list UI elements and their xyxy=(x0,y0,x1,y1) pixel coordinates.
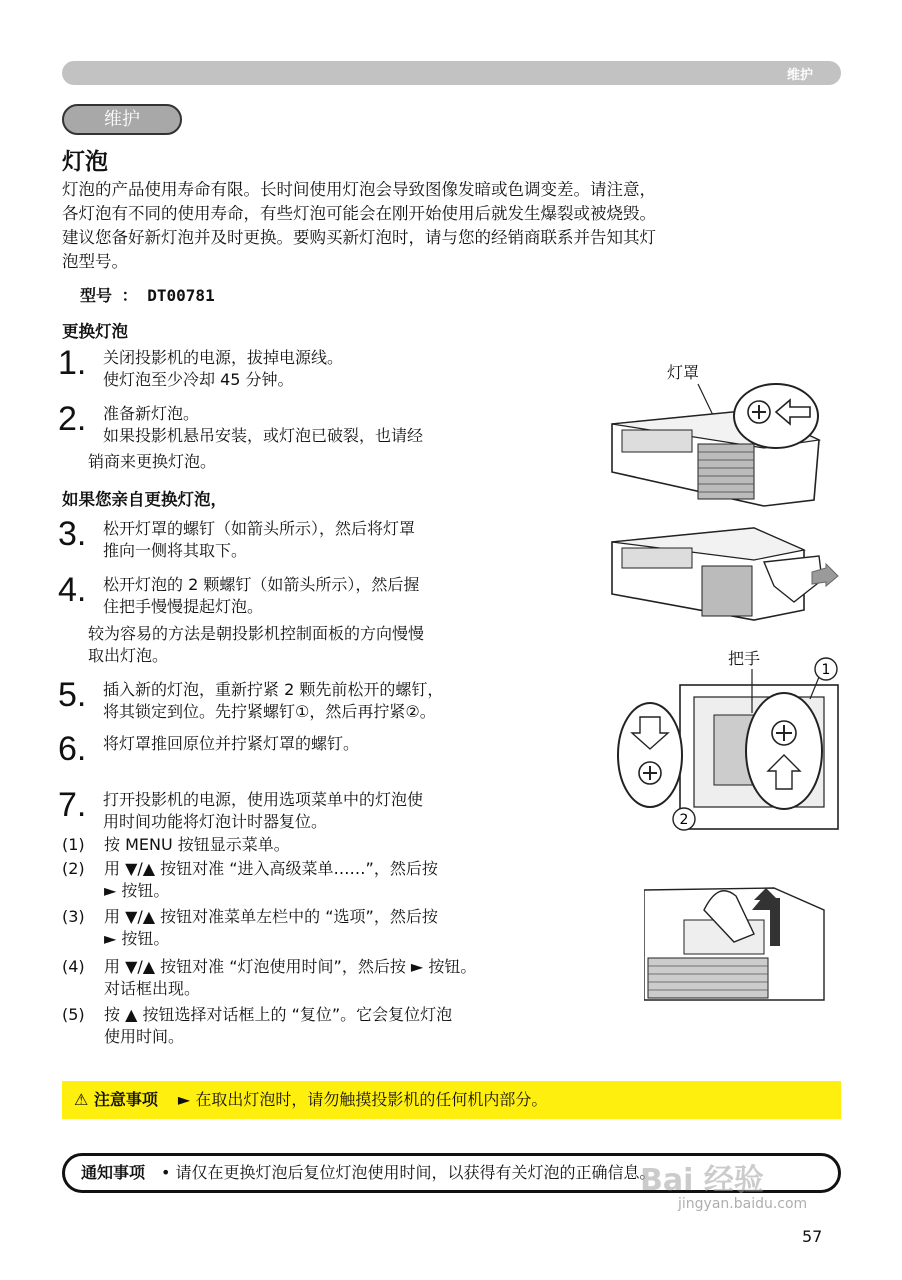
substep-line: 使用时间。 xyxy=(104,1027,185,1046)
substep-mark: (1) xyxy=(62,835,85,854)
intro-line: 建议您备好新灯泡并及时更换。要购买新灯泡时，请与您的经销商联系并告知其灯 xyxy=(62,228,656,247)
step-line: 用时间功能将灯泡计时器复位。 xyxy=(103,812,328,831)
lamp-lift-figure xyxy=(644,870,840,1005)
header-tab-label: 维护 xyxy=(786,68,813,83)
step-line: 将其锁定到位。先拧紧螺钉①，然后再拧紧②。 xyxy=(103,702,436,721)
substep-5 xyxy=(62,1004,452,1048)
step-line: 将灯罩推回原位并拧紧灯罩的螺钉。 xyxy=(103,734,360,753)
step-text xyxy=(103,347,343,391)
header-bar xyxy=(62,61,841,85)
substep-line: 用 ▼/▲ 按钮对准 “灯泡使用时间”，然后按 ► 按钮。 xyxy=(104,957,477,976)
handle-label: 把手 xyxy=(728,649,761,668)
intro-paragraph xyxy=(62,178,852,274)
step-line: 插入新的灯泡，重新拧紧 2 颗先前松开的螺钉， xyxy=(103,680,444,699)
substep-mark: (2) xyxy=(62,859,85,878)
step-number: 5. xyxy=(58,676,87,714)
step-line: 松开灯泡的 2 颗螺钉（如箭头所示），然后握 xyxy=(103,575,420,594)
step-text xyxy=(103,518,415,562)
step-number: 4. xyxy=(58,571,87,609)
step-4-extra xyxy=(88,623,424,667)
step-line: 取出灯泡。 xyxy=(88,646,169,665)
screw-1-number: 1 xyxy=(821,662,831,678)
substep-line: 按 MENU 按钮显示菜单。 xyxy=(104,835,290,854)
intro-line: 泡型号。 xyxy=(62,252,128,271)
substep-line: 用 ▼/▲ 按钮对准 “进入高级菜单……”，然后按 xyxy=(104,859,438,878)
step-line: 松开灯罩的螺钉（如箭头所示），然后将灯罩 xyxy=(103,519,416,538)
step-text xyxy=(103,789,423,833)
substep-1 xyxy=(62,834,290,856)
step-line: 准备新灯泡。 xyxy=(103,404,200,423)
page-title: 灯泡 xyxy=(62,149,108,175)
intro-line: 灯泡的产品使用寿命有限。长时间使用灯泡会导致图像发暗或色调变差。请注意， xyxy=(62,180,656,199)
step-number: 3. xyxy=(58,515,87,553)
step-line: 如果投影机悬吊安装，或灯泡已破裂，也请经 xyxy=(103,426,424,445)
projector-lamp-cover-figure xyxy=(604,380,840,515)
substep-3 xyxy=(62,906,438,950)
step-line: 住把手慢慢提起灯泡。 xyxy=(103,597,264,616)
substep-line: ► 按钮。 xyxy=(104,881,170,900)
substep-mark: (5) xyxy=(62,1005,85,1024)
substep-mark: (4) xyxy=(62,957,85,976)
substep-2 xyxy=(62,858,438,902)
step-line: 打开投影机的电源，使用选项菜单中的灯泡使 xyxy=(103,790,424,809)
substep-line: 用 ▼/▲ 按钮对准菜单左栏中的 “选项”，然后按 xyxy=(104,907,438,926)
step-2-extra: 销商来更换灯泡。 xyxy=(88,452,217,471)
substep-line: 按 ▲ 按钮选择对话框上的 “复位”。它会复位灯泡 xyxy=(104,1005,453,1024)
step-line: 较为容易的方法是朝投影机控制面板的方向慢慢 xyxy=(88,624,425,643)
lamp-cover-label: 灯罩 xyxy=(667,363,700,382)
caution-box xyxy=(62,1081,841,1119)
step-number: 1. xyxy=(58,344,87,382)
step-text xyxy=(103,574,419,618)
caution-title: ⚠ 注意事项 xyxy=(74,1090,158,1109)
step-text xyxy=(103,679,443,723)
substep-mark: (3) xyxy=(62,907,85,926)
step-line: 使灯泡至少冷却 45 分钟。 xyxy=(103,370,294,389)
projector-cover-removed-figure xyxy=(604,520,840,630)
notice-title: 通知事项 xyxy=(81,1163,146,1182)
watermark-brand: Bai 经验 xyxy=(640,1163,764,1198)
step-number: 2. xyxy=(58,400,87,438)
substep-line: ► 按钮。 xyxy=(104,929,170,948)
step-number: 6. xyxy=(58,730,87,768)
caution-text: ► 在取出灯泡时，请勿触摸投影机的任何机内部分。 xyxy=(177,1090,548,1109)
replace-heading: 更换灯泡 xyxy=(62,322,128,341)
step-number: 7. xyxy=(58,786,87,824)
model-number: 型号 ： DT00781 xyxy=(80,286,215,305)
intro-line: 各灯泡有不同的使用寿命，有些灯泡可能会在刚开始使用后就发生爆裂或被烧毁。 xyxy=(62,204,656,223)
step-text xyxy=(103,733,359,755)
step-line: 关闭投影机的电源，拔掉电源线。 xyxy=(103,348,344,367)
lamp-screws-figure xyxy=(614,655,840,835)
watermark-url: jingyan.baidu.com xyxy=(678,1196,808,1212)
self-replace-heading: 如果您亲自更换灯泡， xyxy=(62,490,227,509)
substep-line: 对话框出现。 xyxy=(104,979,201,998)
step-line: 推向一侧将其取下。 xyxy=(103,541,248,560)
page-number: 57 xyxy=(802,1227,823,1246)
substep-4 xyxy=(62,956,476,1000)
screw-2-number: 2 xyxy=(679,812,689,828)
section-pill: 维护 xyxy=(62,104,182,135)
notice-text: • 请仅在更换灯泡后复位灯泡使用时间，以获得有关灯泡的正确信息。 xyxy=(161,1163,656,1182)
step-text xyxy=(103,403,423,447)
